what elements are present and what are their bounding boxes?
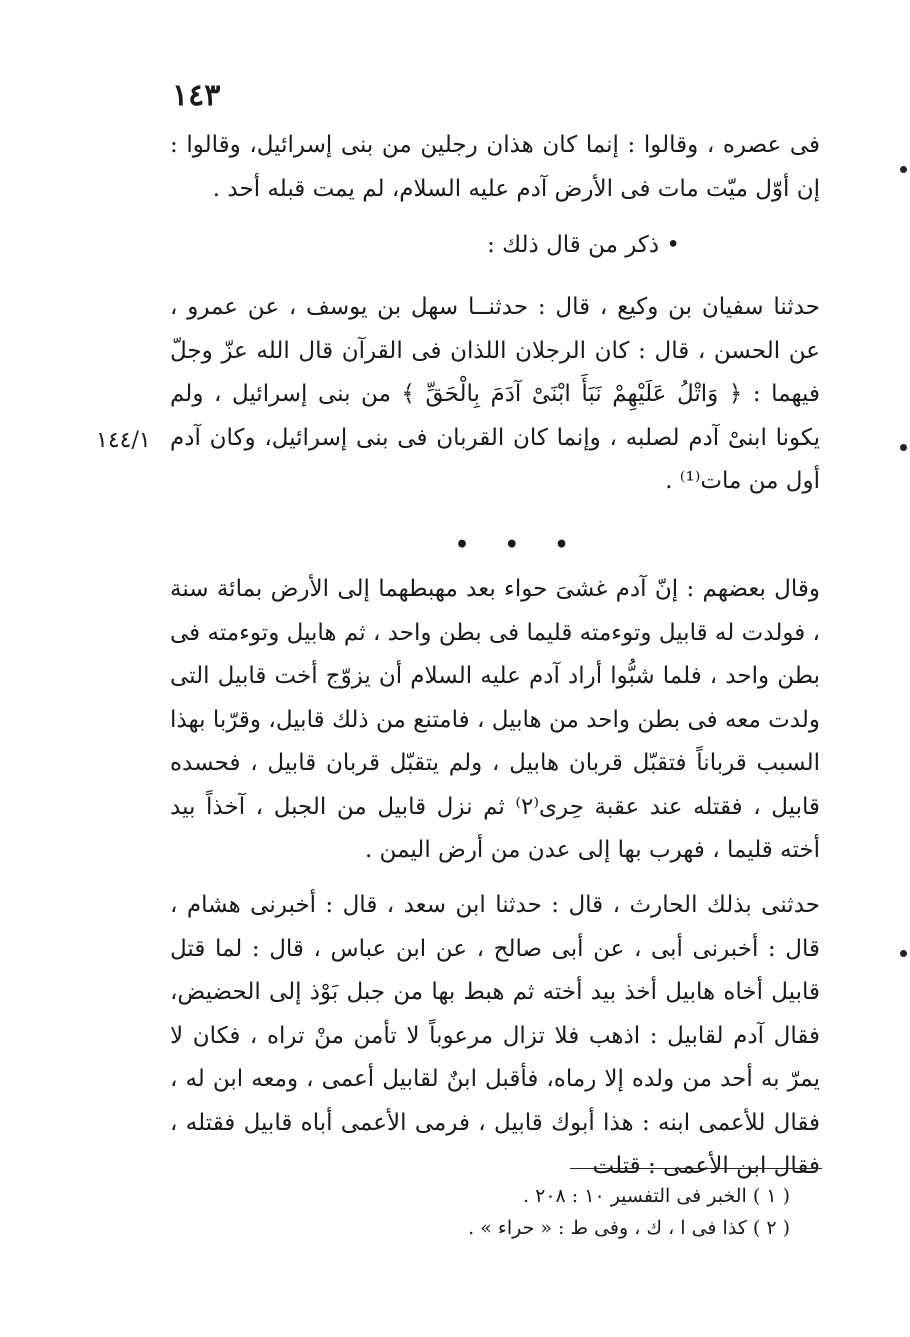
paragraph-opening: فى عصره ، وقالوا : إنما كان هذان رجلين من بنى إسرائيل، وقالوا : إن أوّل ميّت مات فى الأرض آدم عليه السلام، لم يمت قبله أحد . (170, 132, 820, 202)
paragraph-hasan-narration: حدثنا سفيان بن وكيع ، قال : حدثنــا سهل بن يوسف ، عن عمرو ، عن الحسن ، قال : كان الرجلان اللذان فى القرآن قال الله عزّ وجلّ فيهما : ﴿ وَاتْلُ عَلَيْهِمْ نَبَأَ ابْنَىْ آدَمَ بِالْحَقِّ ﴾ من بنى إسرائيل ، ولم يكونا ابنىْ آدم لصلبه ، وإنما كان القربان فى بنى إسرائيل، وكان آدم أول من مات⁽¹⁾ . (170, 294, 820, 494)
paragraph-ibn-abbas-narration: حدثنى بذلك الحارث ، قال : حدثنا ابن سعد ، قال : أخبرنى هشام ، قال : أخبرنى أبى ، عن أبى صالح ، عن ابن عباس ، قال : لما قتل قابيل أخاه هابيل أخذ بيد أخته ثم هبط بها من جبل بَوْذ إلى الحضيض، فقال آدم لقابيل : اذهب فلا تزال مرعوباً لا تأمن منْ تراه ، فكان لا يمرّ به أحد من ولده إلا رماه، فأقبل ابنٌ لقابيل أعمى ، ومعه ابن له ، فقال للأعمى ابنه : هذا أبوك قابيل ، فرمى الأعمى أباه قابيل فقتله ، فقال ابن الأعمى : قتلت (170, 892, 820, 1179)
section-separator: • • • (455, 532, 583, 558)
footnote-2: ( ٢ ) كذا فى ا ، ك ، وفى ط : « حراء » . (468, 1217, 790, 1239)
footnotes (300, 1180, 790, 1244)
margin-dot-icon (900, 166, 907, 173)
paragraph-qabil-habil: وقال بعضهم : إنّ آدم غشىَ حواء بعد مهبطهما إلى الأرض بمائة سنة ، فولدت له قابيل وتوءمته قليما فى بطن واحد ، ثم هابيل وتوءمته فى بطن واحد ، فلما شبُّوا أراد آدم عليه السلام أن يزوّج أخت قابيل التى ولدت معه فى بطن واحد من هابيل ، فامتنع من ذلك قابيل، وقرّبا بهذا السبب قرباناً فتقبّل قربان هابيل ، ولم يتقبّل قربان قابيل ، فحسده قابيل ، فقتله عند عقبة حِرى⁽٢⁾ ثم نزل قابيل من الجبل ، آخذاً بيد أخته قليما ، فهرب بها إلى عدن من أرض اليمن . (170, 576, 820, 863)
footnote-1: ( ١ ) الخبر فى التفسير ١٠ : ٢٠٨ . (523, 1185, 790, 1207)
margin-dot-icon (900, 950, 907, 957)
margin-page-reference: ١٤٤/١ (96, 428, 151, 453)
page-number: ١٤٣ (172, 78, 221, 113)
margin-dot-icon (900, 444, 907, 451)
footnote-divider (570, 1168, 822, 1169)
section-heading: • ذكر من قال ذلك : (487, 232, 680, 258)
